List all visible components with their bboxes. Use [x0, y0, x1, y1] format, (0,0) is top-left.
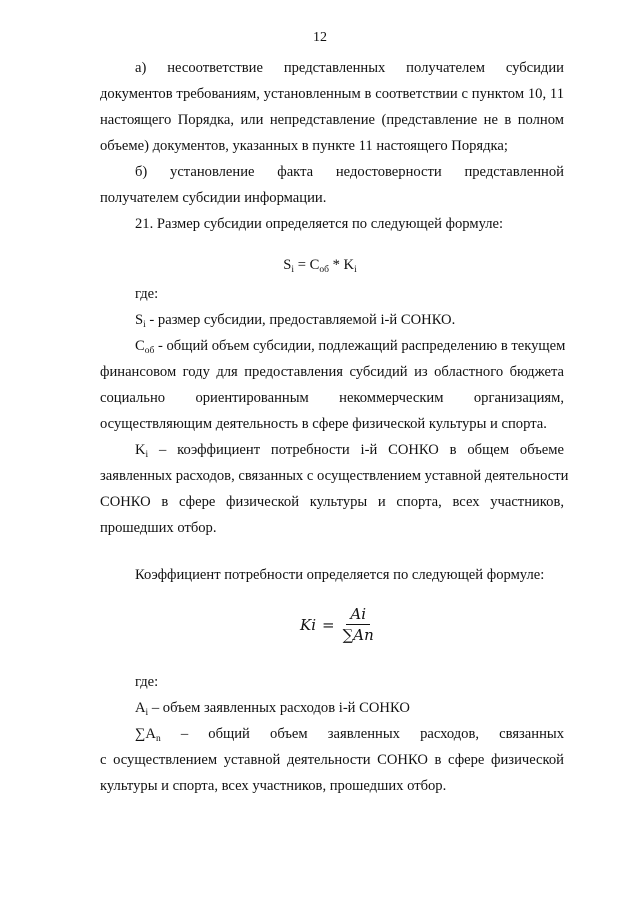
ki-definition-line-3: СОНКО в сфере физической культуры и спорта, всех участников, — [100, 494, 564, 510]
coefficient-formula — [300, 605, 376, 644]
word: факта — [277, 164, 314, 180]
clause-21: 21. Размер субсидии определяется по следующей формуле: — [135, 216, 504, 232]
item-a-line-2: документов требованиям, установленным в соответствии с пунктом 10, 11 — [100, 86, 564, 102]
item-a-line-1 — [135, 59, 564, 77]
item-b-line-2: получателем субсидии информации. — [100, 190, 327, 206]
ki-definition-line-1: $K_i$ – коэффициент потребности i-й СОНКО в общем объеме — [135, 442, 564, 460]
word: субсидии — [505, 60, 564, 76]
sum-an-definition-line-1: $\sum А_n$ – общий объем заявленных расходов, связанных — [135, 726, 564, 744]
subsidy-formula: $S_i = С_{об} * K_i$ — [283, 257, 357, 275]
where-label-1: где: — [135, 286, 159, 302]
word: недостоверности — [335, 164, 442, 180]
cob-definition-line-4: осуществляющим деятельность в сфере физической культуры и спорта. — [100, 416, 547, 432]
item-a-line-4: объеме) документов, указанных в пункте 11 настоящего Порядка; — [100, 138, 508, 154]
word: установление — [170, 164, 255, 180]
item-a-line-3: настоящего Порядка, или непредставление (представление не в полном — [100, 112, 564, 128]
ki-definition-line-2: заявленных расходов, связанных с осуществлением уставной деятельности — [100, 468, 569, 484]
si-definition: $S_i$ - размер субсидии, предоставляемой i-й СОНКО. — [135, 312, 456, 330]
word: представленных — [283, 60, 386, 76]
item-b-marker: б) — [135, 164, 148, 180]
word: несоответствие — [167, 60, 263, 76]
formula-numerator: Ai — [346, 605, 370, 625]
formula-denominator: ∑An — [342, 626, 374, 644]
item-a-marker: а) — [135, 60, 147, 76]
ki-definition-line-4: прошедших отбор. — [100, 520, 217, 536]
formula-equals: = — [322, 615, 335, 634]
cob-definition-line-2: финансовом году для предоставления субсидий из областного бюджета — [100, 364, 564, 380]
coefficient-intro: Коэффициент потребности определяется по следующей формуле: — [135, 567, 545, 583]
word: получателем — [406, 60, 485, 76]
cob-definition-line-1: $С_{об}$ - общий объем субсидии, подлежащий распределению в текущем — [135, 338, 566, 356]
sum-an-definition-line-3: культуры и спорта, всех участников, прошедших отбор. — [100, 778, 447, 794]
formula-fraction — [341, 605, 376, 644]
sum-an-definition-line-2: с осуществлением уставной деятельности СОНКО в сфере физической — [100, 752, 564, 768]
where-label-2: где: — [135, 674, 159, 690]
page-number: 12 — [313, 30, 327, 45]
item-b-line-1 — [135, 163, 564, 181]
formula-lhs: Ki — [300, 615, 317, 634]
word: представленной — [464, 164, 564, 180]
cob-definition-line-3: социально ориентированным некоммерческим организациям, — [100, 390, 565, 406]
ai-definition: $А_i$ – объем заявленных расходов i-й СОНКО — [135, 700, 410, 718]
